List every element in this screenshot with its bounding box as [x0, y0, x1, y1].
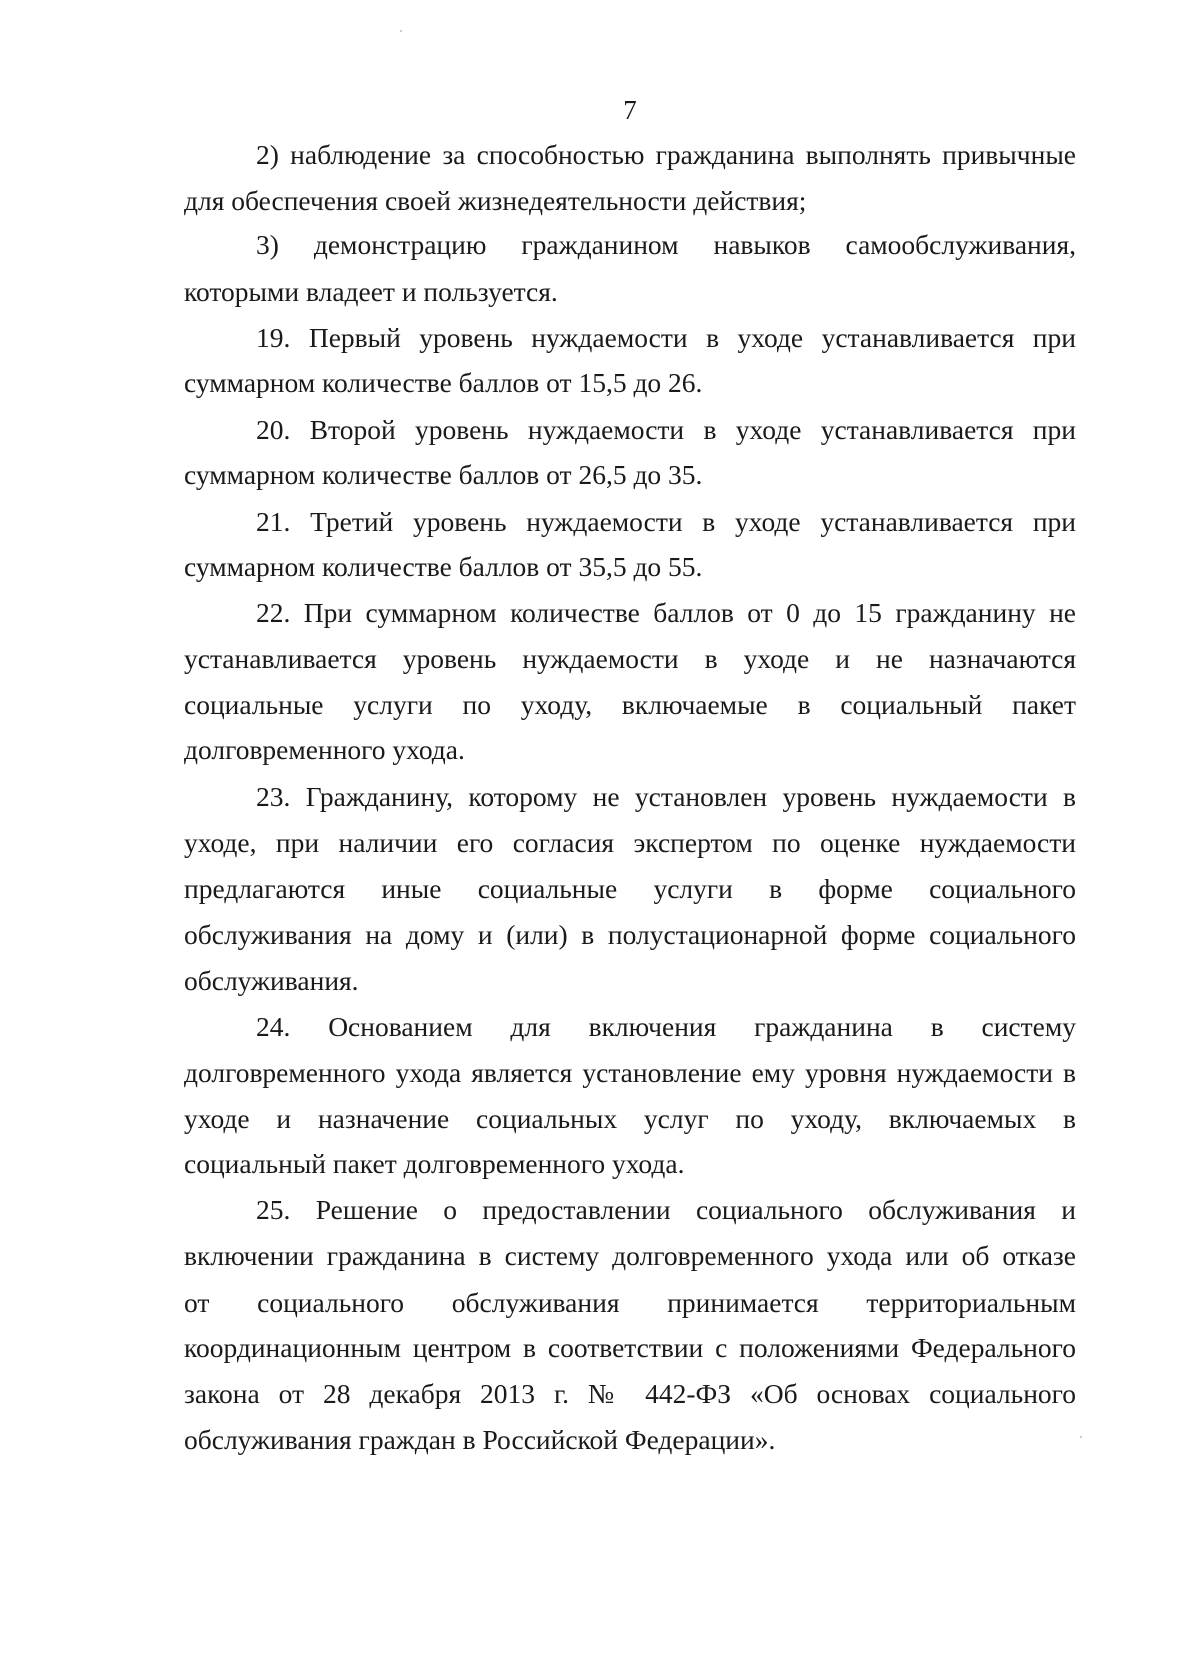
- scan-speck: [400, 30, 402, 32]
- text-line: социальные услуги по уходу, включаемые в социальный пакет: [184, 689, 1076, 720]
- text-line: 20. Второй уровень нуждаемости в уходе устанавливается при: [256, 414, 1076, 445]
- text-line: долговременного ухода.: [184, 734, 465, 765]
- text-line: уходе и назначение социальных услуг по уходу, включаемых в: [184, 1103, 1076, 1134]
- text-line: суммарном количестве баллов от 26,5 до 35.: [184, 459, 703, 490]
- text-line: социальный пакет долговременного ухода.: [184, 1148, 685, 1179]
- text-line: 3) демонстрацию гражданином навыков самообслуживания,: [256, 229, 1076, 260]
- text-line: 22. При суммарном количестве баллов от 0 до 15 гражданину не: [256, 597, 1076, 628]
- text-line: обслуживания на дому и (или) в полустационарной форме социального: [184, 919, 1076, 950]
- text-line: для обеспечения своей жизнедеятельности действия;: [184, 185, 807, 216]
- text-line: обслуживания граждан в Российской Федерации».: [184, 1424, 776, 1455]
- text-line: включении гражданина в систему долговременного ухода или об отказе: [184, 1240, 1076, 1271]
- text-line: 21. Третий уровень нуждаемости в уходе устанавливается при: [256, 506, 1076, 537]
- scan-speck: [1080, 1436, 1082, 1438]
- text-line: 23. Гражданину, которому не установлен уровень нуждаемости в: [256, 781, 1076, 812]
- page-number: 7: [623, 95, 637, 125]
- text-line: 19. Первый уровень нуждаемости в уходе устанавливается при: [256, 322, 1076, 353]
- text-line: суммарном количестве баллов от 15,5 до 26.: [184, 367, 703, 398]
- text-line: уходе, при наличии его согласия экспертом по оценке нуждаемости: [184, 827, 1076, 858]
- text-line: долговременного ухода является установление ему уровня нуждаемости в: [184, 1057, 1076, 1088]
- text-line: закона от 28 декабря 2013 г. № 442-ФЗ «Об основах социального: [184, 1378, 1076, 1409]
- text-line: 25. Решение о предоставлении социального обслуживания и: [256, 1194, 1076, 1225]
- text-line: устанавливается уровень нуждаемости в уходе и не назначаются: [184, 643, 1076, 674]
- text-line: координационным центром в соответствии с положениями Федерального: [184, 1332, 1076, 1363]
- text-line: 2) наблюдение за способностью гражданина выполнять привычные: [256, 139, 1076, 170]
- text-line: суммарном количестве баллов от 35,5 до 55.: [184, 551, 703, 582]
- text-line: предлагаются иные социальные услуги в форме социального: [184, 873, 1076, 904]
- text-line: 24. Основанием для включения гражданина в систему: [256, 1011, 1076, 1042]
- text-line: от социального обслуживания принимается территориальным: [184, 1287, 1076, 1318]
- text-line: которыми владеет и пользуется.: [184, 276, 558, 307]
- text-line: обслуживания.: [184, 965, 359, 996]
